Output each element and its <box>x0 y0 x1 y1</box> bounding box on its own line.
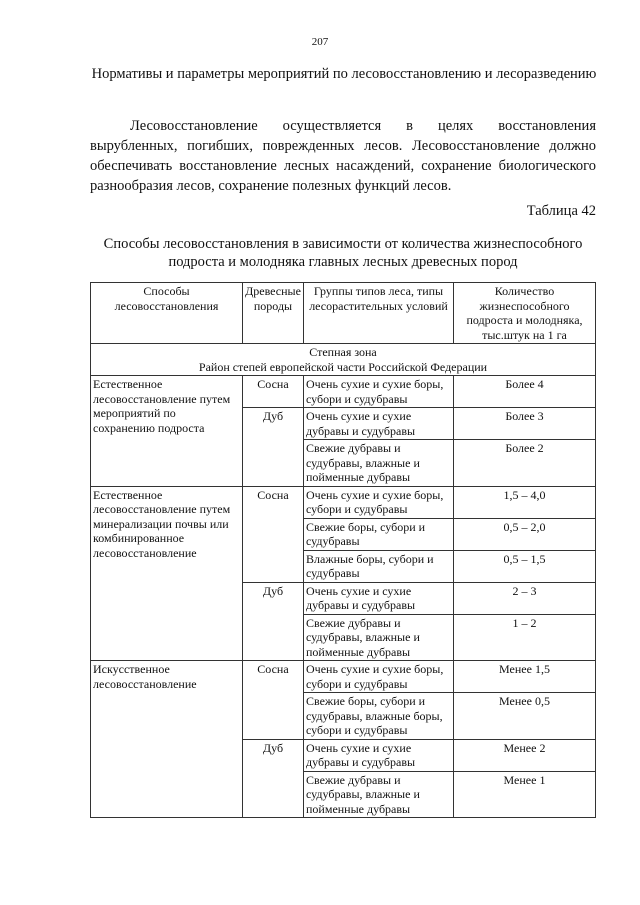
header-quantity: Количество жизнеспособного подроста и молодняка, тыс.штук на 1 га <box>454 283 596 344</box>
quantity-cell: 0,5 – 1,5 <box>454 550 596 582</box>
forest-group-cell: Очень сухие и сухие боры, субори и судубравы <box>304 486 454 518</box>
forest-group-cell: Очень сухие и сухие боры, субори и судубравы <box>304 661 454 693</box>
quantity-cell: 1,5 – 4,0 <box>454 486 596 518</box>
forest-group-cell: Свежие дубравы и судубравы, влажные и пойменные дубравы <box>304 771 454 818</box>
intro-paragraph: Лесовосстановление осуществляется в целях восстановления вырубленных, погибших, поврежденных лесов. Лесовосстановление должно обеспечивать восстановление лесных насаждений, сохранение биологического разнообразия лесов, сохранение полезных функций лесов. <box>90 118 596 194</box>
forest-group-cell: Очень сухие и сухие боры, субори и судубравы <box>304 376 454 408</box>
quantity-cell: 1 – 2 <box>454 614 596 661</box>
zone-cell <box>91 344 596 376</box>
quantity-cell: 2 – 3 <box>454 582 596 614</box>
quantity-cell: Более 4 <box>454 376 596 408</box>
quantity-cell: Более 3 <box>454 408 596 440</box>
forest-group-cell: Свежие дубравы и судубравы, влажные и пойменные дубравы <box>304 440 454 487</box>
method-cell: Искусственное лесовосстановление <box>91 661 243 818</box>
section-title: Нормативы и параметры мероприятий по лесовосстановлению и лесоразведению <box>91 66 597 82</box>
table-title: Способы лесовосстановления в зависимости от количества жизнеспособного подроста и молодняка главных лесных древесных пород <box>103 236 583 270</box>
forest-group-cell: Свежие боры, субори и судубравы <box>304 518 454 550</box>
region-name: Район степей европейской части Российской Федерации <box>198 359 488 374</box>
zone-name: Степная зона <box>309 345 377 359</box>
table-row <box>91 376 596 408</box>
zone-row <box>91 344 596 376</box>
quantity-cell: Менее 1 <box>454 771 596 818</box>
species-cell: Сосна <box>243 376 304 408</box>
quantity-cell: Менее 0,5 <box>454 693 596 740</box>
header-forest-group: Группы типов леса, типы лесорастительных условий <box>304 283 454 344</box>
forest-group-cell: Свежие боры, субори и судубравы, влажные боры, субори и судубравы <box>304 693 454 740</box>
method-cell: Естественное лесовосстановление путем мероприятий по сохранению подроста <box>91 376 243 487</box>
page-number: 207 <box>311 36 329 48</box>
species-cell: Сосна <box>243 661 304 740</box>
species-cell: Дуб <box>243 408 304 487</box>
forest-group-cell: Очень сухие и сухие дубравы и судубравы <box>304 739 454 771</box>
quantity-cell: Более 2 <box>454 440 596 487</box>
header-method: Способы лесовосстановления <box>91 283 243 344</box>
reforestation-methods-table <box>90 282 596 818</box>
table-caption: Таблица 42 <box>526 203 596 219</box>
forest-group-cell: Очень сухие и сухие дубравы и судубравы <box>304 582 454 614</box>
forest-group-cell: Влажные боры, субори и судубравы <box>304 550 454 582</box>
species-cell: Дуб <box>243 739 304 818</box>
quantity-cell: 0,5 – 2,0 <box>454 518 596 550</box>
species-cell: Дуб <box>243 582 304 661</box>
forest-group-cell: Очень сухие и сухие дубравы и судубравы <box>304 408 454 440</box>
species-cell: Сосна <box>243 486 304 582</box>
quantity-cell: Менее 2 <box>454 739 596 771</box>
table-row <box>91 486 596 518</box>
header-species: Древесные породы <box>243 283 304 344</box>
quantity-cell: Менее 1,5 <box>454 661 596 693</box>
forest-group-cell: Свежие дубравы и судубравы, влажные и пойменные дубравы <box>304 614 454 661</box>
table-header-row <box>91 283 596 344</box>
method-cell: Естественное лесовосстановление путем минерализации почвы или комбинированное лесовосстановление <box>91 486 243 661</box>
table-row <box>91 661 596 693</box>
